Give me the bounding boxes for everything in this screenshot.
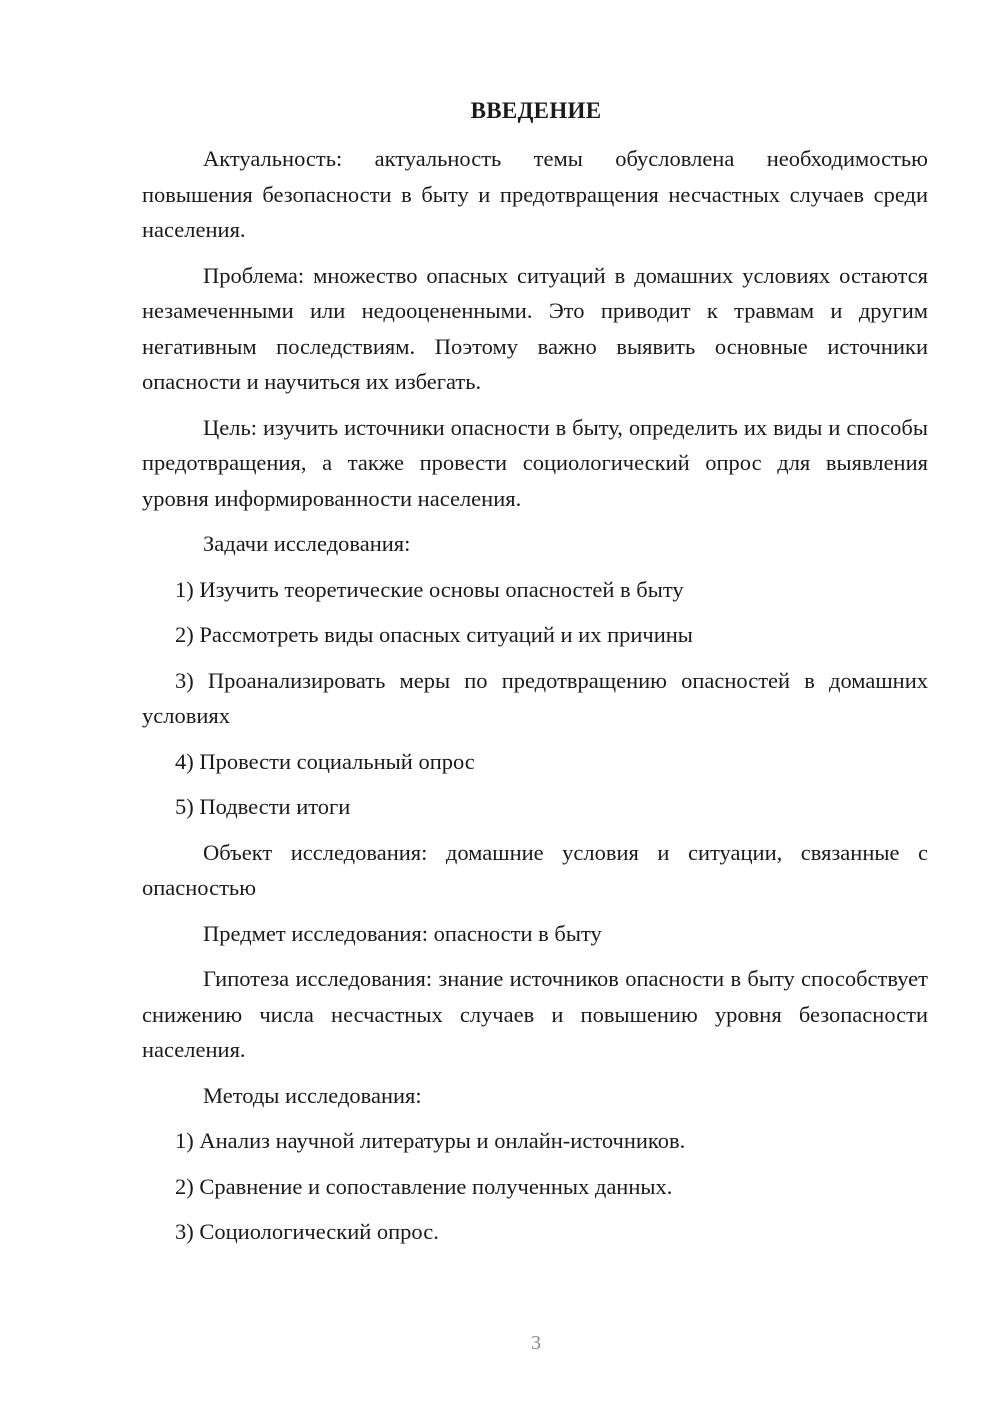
goal-paragraph: Цель: изучить источники опасности в быту, определить их виды и способы предотвращения, а также провести социологический опрос для выявления уровня информированности населения. bbox=[142, 414, 928, 511]
page-title: ВВЕДЕНИЕ bbox=[470, 98, 602, 123]
problem-paragraph: Проблема: множество опасных ситуаций в домашних условиях остаются незамеченными или недооцененными. Это приводит к травмам и другим негативным последствиям. Поэтому важно выявить основные источники опасности и научиться их избегать. bbox=[142, 262, 928, 394]
task-item-4: 4) Провести социальный опрос bbox=[175, 748, 475, 774]
relevance-paragraph: Актуальность: актуальность темы обусловлена необходимостью повышения безопасности в быту и предотвращения несчастных случаев среди населения. bbox=[142, 146, 928, 242]
task-item-2: 2) Рассмотреть виды опасных ситуаций и их причины bbox=[175, 622, 693, 647]
document-body bbox=[142, 141, 928, 1260]
object-paragraph: Объект исследования: домашние условия и ситуации, связанные с опасностью bbox=[142, 839, 928, 900]
task-item-3: 3) Проанализировать меры по предотвращению опасностей в домашних условиях bbox=[142, 667, 928, 728]
hypothesis-paragraph: Гипотеза исследования: знание источников опасности в быту способствует снижению числа несчастных случаев и повышению уровня безопасности населения. bbox=[142, 966, 928, 1062]
tasks-heading: Задачи исследования: bbox=[203, 531, 411, 556]
method-item-1: 1) Анализ научной литературы и онлайн-источников. bbox=[175, 1128, 686, 1153]
methods-heading: Методы исследования: bbox=[203, 1082, 422, 1108]
method-item-2: 2) Сравнение и сопоставление полученных данных. bbox=[175, 1173, 673, 1199]
task-item-1: 1) Изучить теоретические основы опасностей в быту bbox=[175, 576, 684, 602]
page-number: 3 bbox=[531, 1332, 541, 1354]
subject-paragraph: Предмет исследования: опасности в быту bbox=[203, 920, 602, 946]
task-item-5: 5) Подвести итоги bbox=[175, 794, 351, 819]
method-item-3: 3) Социологический опрос. bbox=[175, 1219, 439, 1244]
